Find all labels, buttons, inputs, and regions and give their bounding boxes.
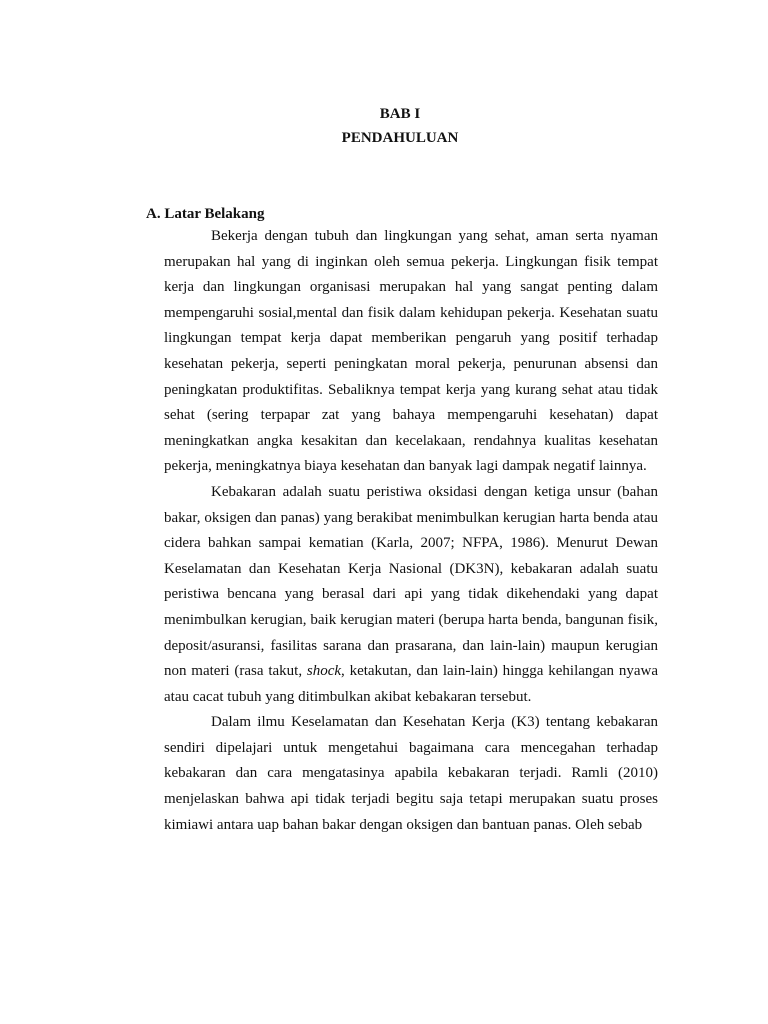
paragraph-2-text-end: , ketakutan, dan lain-lain) hingga kehilangan nyawa atau cacat tubuh yang ditimbulkan akibat kebakaran tersebut. bbox=[164, 663, 658, 705]
paragraph-3: Dalam ilmu Keselamatan dan Kesehatan Kerja (K3) tentang kebakaran sendiri dipelajari untuk mengetahui bagaimana cara mencegahan terhadap kebakaran dan cara mengatasinya apabila kebakaran terjadi. Ramli (2010) menjelaskan bahwa api tidak terjadi begitu saja tetapi merupakan suatu proses kimiawi antara uap bahan bakar dengan oksigen dan bantuan panas. Oleh sebab bbox=[164, 714, 658, 833]
body-text bbox=[164, 224, 658, 838]
paragraph-2-text-start: Kebakaran adalah suatu peristiwa oksidasi dengan ketiga unsur (bahan bakar, oksigen dan panas) yang berakibat menimbulkan kerugian harta benda atau cidera bahkan sampai kematian (Karla, 2007; NFPA, 1986). Menurut Dewan Keselamatan dan Kesehatan Kerja Nasional (DK3N), kebakaran adalah suatu peristiwa bencana yang berasal dari api yang tidak dikehendaki yang dapat menimbulkan kerugian, baik kerugian materi (berupa harta benda, bangunan fisik, deposit/asuransi, fasilitas sarana dan prasarana, dan lain-lain) maupun kerugian non materi (rasa takut, bbox=[164, 483, 658, 680]
section-heading: A. Latar Belakang bbox=[146, 206, 265, 222]
paragraph-1: Bekerja dengan tubuh dan lingkungan yang sehat, aman serta nyaman merupakan hal yang di inginkan oleh semua pekerja. Lingkungan fisik tempat kerja dan lingkungan organisasi merupakan hal yang sangat penting dalam mempengaruhi sosial,mental dan fisik dalam kehidupan pekerja. Kesehatan suatu lingkungan tempat kerja dapat memberikan pengaruh yang positif terhadap kesehatan pekerja, seperti peningkatan moral pekerja, penurunan absensi dan peningkatan produktifitas. Sebaliknya tempat kerja yang kurang sehat atau tidak sehat (sering terpapar zat yang bahaya mempengaruhi kesehatan) dapat meningkatkan angka kesakitan dan kecelakaan, rendahnya kualitas kesehatan pekerja, meningkatnya biaya kesehatan dan banyak lagi dampak negatif lainnya. bbox=[164, 228, 658, 475]
chapter-title: PENDAHULUAN bbox=[341, 130, 459, 146]
chapter-number: BAB I bbox=[379, 106, 421, 122]
paragraph-2-italic-term: shock bbox=[306, 663, 342, 680]
paragraph-2 bbox=[164, 480, 658, 710]
